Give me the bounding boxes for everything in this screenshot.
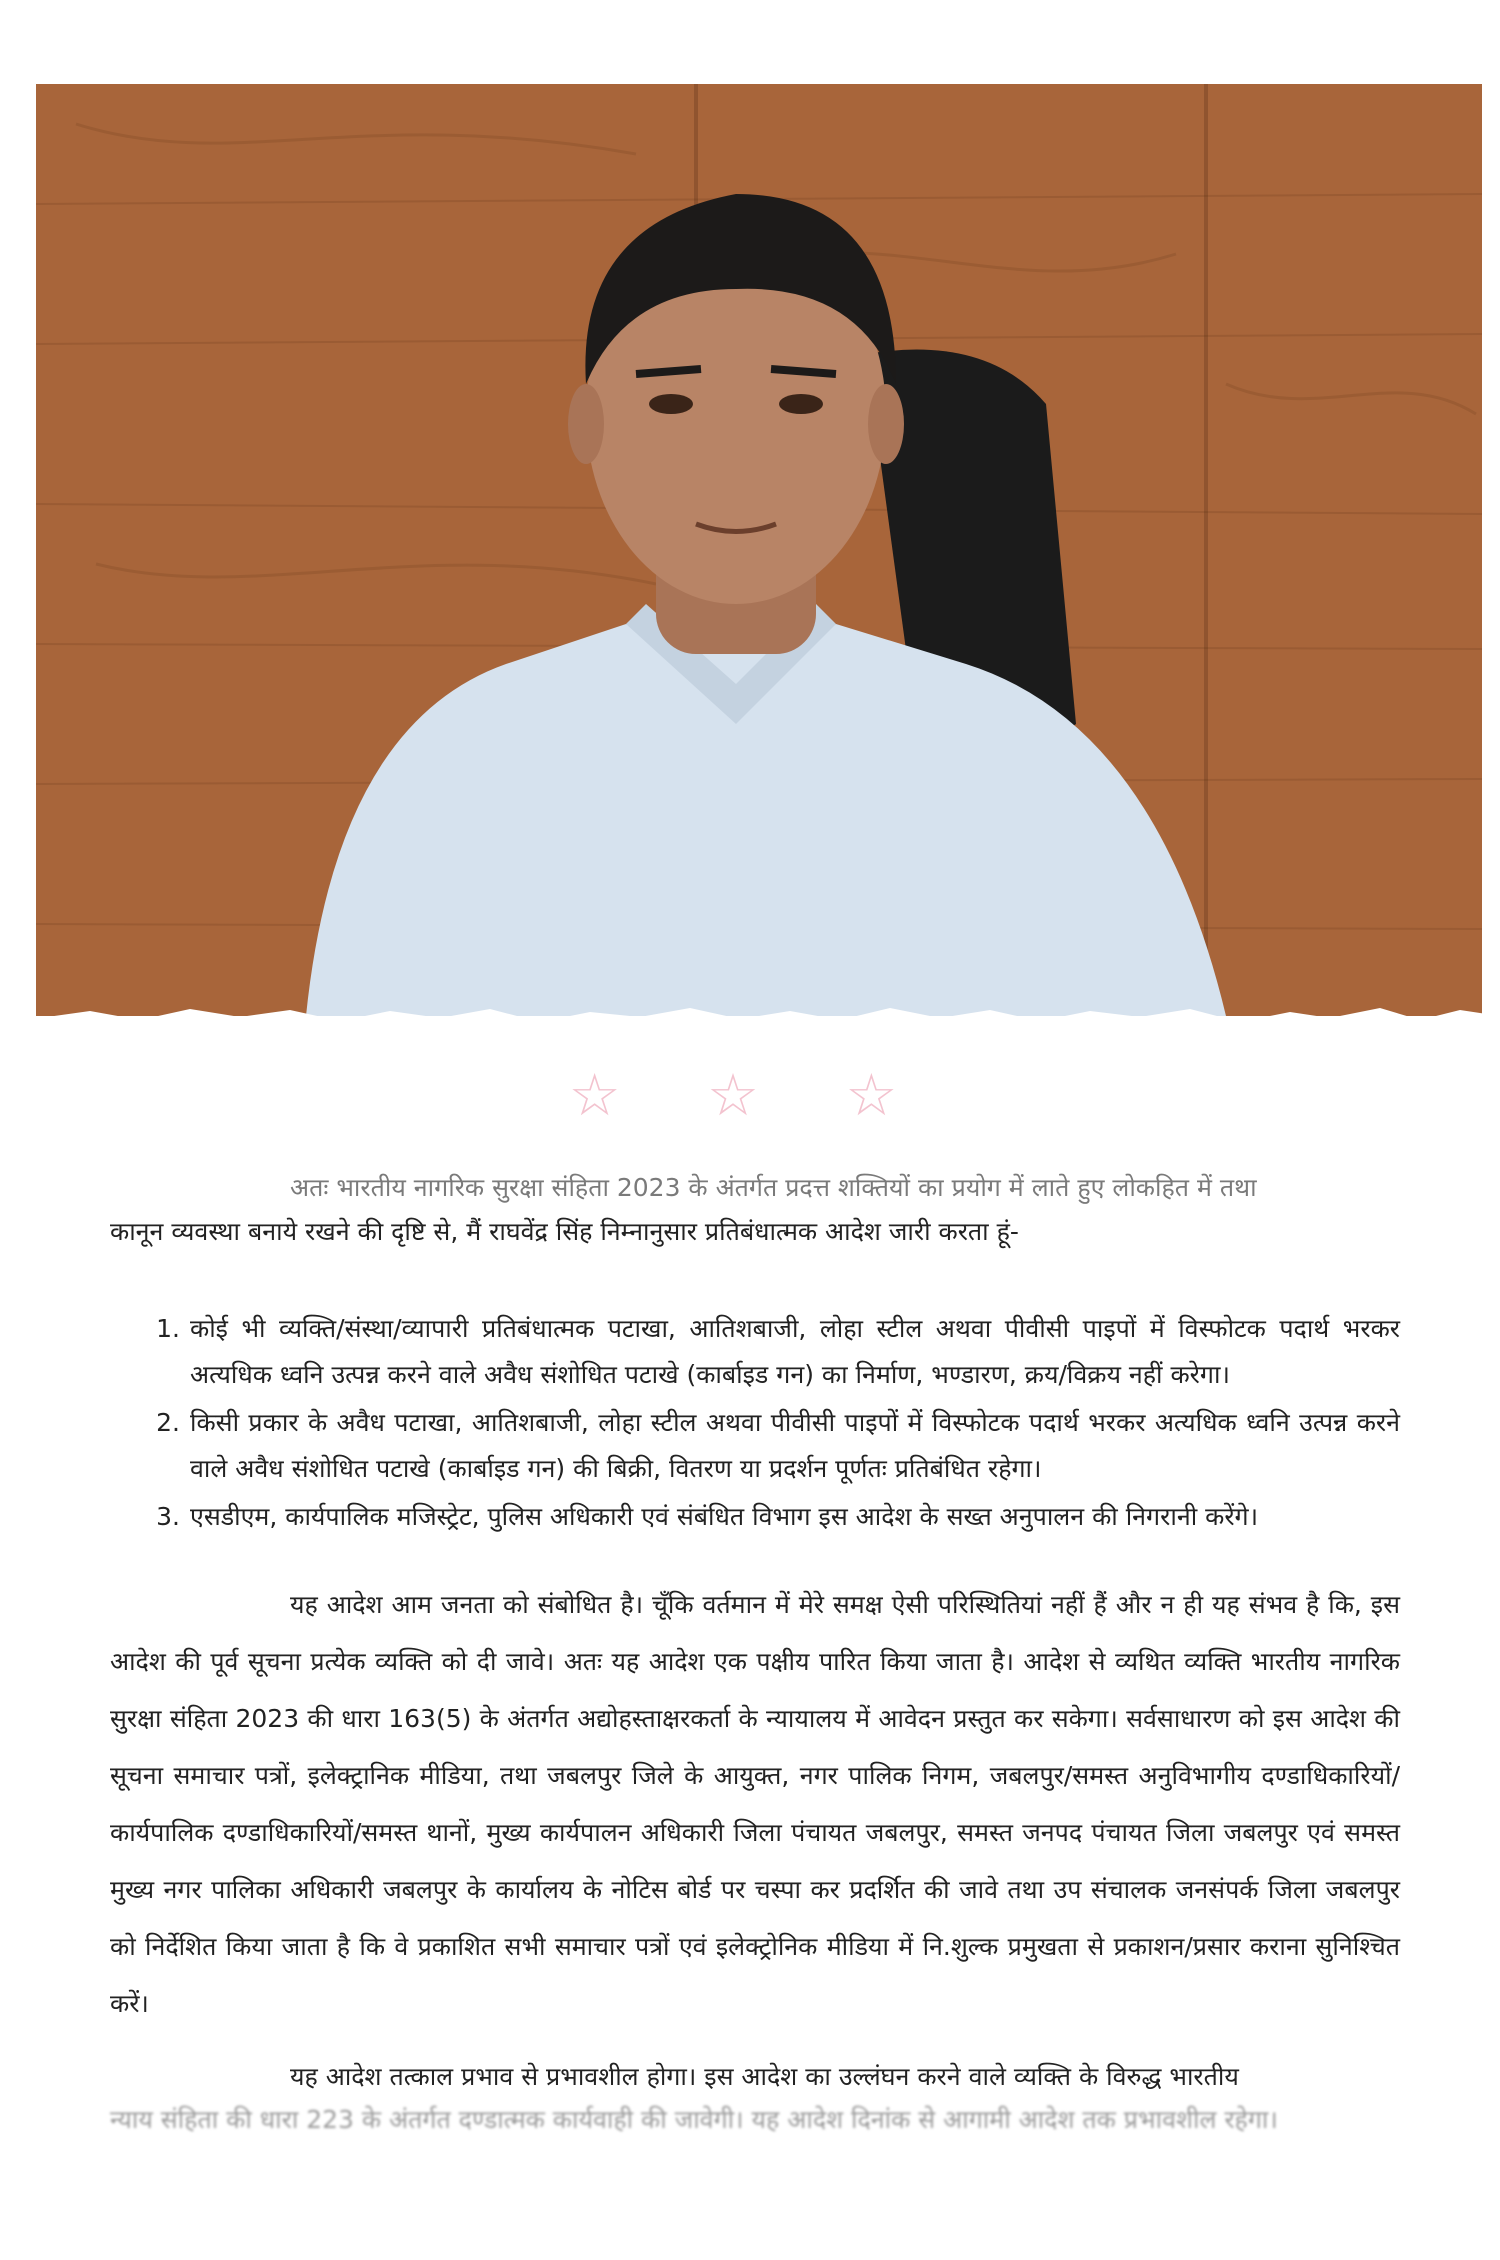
order-cut-off-line: न्याय संहिता की धारा 223 के अंतर्गत दण्डात्मक कार्यवाही की जावेगी। यह आदेश दिनांक से आगामी आदेश तक प्रभावशील रहेगा।: [110, 2105, 1278, 2134]
order-closing-line: यह आदेश तत्काल प्रभाव से प्रभावशील होगा। इस आदेश का उल्लंघन करने वाले व्यक्ति के विरुद्ध भारतीय: [290, 2062, 1239, 2091]
restriction-number: 1.: [156, 1314, 180, 1343]
order-body-paragraph: यह आदेश आम जनता को संबोधित है। चूँकि वर्तमान में मेरे समक्ष ऐसी परिस्थितियां नहीं हैं और न ही यह संभव है कि, इस आदेश की पूर्व सूचना प्रत्येक व्यक्ति को दी जावे। अतः यह आदेश एक पक्षीय पारित किया जाता है। आदेश से व्यथित व्यक्ति भारतीय नागरिक सुरक्षा संहिता 2023 की धारा 163(5) के अंतर्गत अद्योहस्ताक्षरकर्ता के न्यायालय में आवेदन प्रस्तुत कर सकेगा। सर्वसाधारण को इस आदेश की सूचना समाचार पत्रों, इलेक्ट्रानिक मीडिया, तथा जबलपुर जिले के आयुक्त, नगर पालिक निगम, जबलपुर/समस्त अनुविभागीय दण्डाधिकारियों/कार्यपालिक दण्डाधिकारियों/समस्त थानों, मुख्य कार्यपालन अधिकारी जिला पंचायत जबलपुर, समस्त जनपद पंचायत जिला जबलपुर एवं समस्त मुख्य नगर पालिका अधिकारी जबलपुर के कार्यालय के नोटिस बोर्ड पर चस्पा कर प्रदर्शित की जावे तथा उप संचालक जनसंपर्क जिला जबलपुर को निर्देशित किया जाता है कि वे प्रकाशित सभी समाचार पत्रों एवं इलेक्ट्रोनिक मीडिया में नि.शुल्क प्रमुखता से प्रकाशन/प्रसार कराना सुनिश्चित करें।: [110, 1590, 1400, 2018]
restriction-item-1: [110, 1306, 1400, 1398]
order-document: [110, 1166, 1400, 2140]
torn-edge-bottom: [0, 996, 1500, 1036]
order-intro-line-1: अतः भारतीय नागरिक सुरक्षा संहिता 2023 के अंतर्गत प्रदत्त शक्तियों का प्रयोग में लाते हुए लोकहित में तथा: [290, 1173, 1257, 1202]
restriction-list: [110, 1306, 1400, 1540]
restriction-number: 2.: [156, 1408, 180, 1437]
restriction-item-3: [110, 1494, 1400, 1540]
official-portrait-photo: [36, 84, 1482, 1016]
restriction-item-2: [110, 1400, 1400, 1492]
restriction-number: 3.: [156, 1502, 180, 1531]
restriction-text: किसी प्रकार के अवैध पटाखा, आतिशबाजी, लोहा स्टील अथवा पीवीसी पाइपों में विस्फोटक पदार्थ भरकर अत्यधिक ध्वनि उत्पन्न करने वाले अवैध संशोधित पटाखे (कार्बाइड गन) की बिक्री, वितरण या प्रदर्शन पूर्णतः प्रतिबंधित रहेगा।: [190, 1408, 1400, 1483]
restriction-text: कोई भी व्यक्ति/संस्था/व्यापारी प्रतिबंधात्मक पटाखा, आतिशबाजी, लोहा स्टील अथवा पीवीसी पाइपों में विस्फोटक पदार्थ भरकर अत्यधिक ध्वनि उत्पन्न करने वाले अवैध संशोधित पटाखे (कार्बाइड गन) का निर्माण, भण्डारण, क्रय/विक्रय नहीं करेगा।: [190, 1314, 1400, 1389]
restriction-text: एसडीएम, कार्यपालिक मजिस्ट्रेट, पुलिस अधिकारी एवं संबंधित विभाग इस आदेश के सख्त अनुपालन की निगरानी करेंगे।: [190, 1502, 1259, 1531]
order-intro-line-2: कानून व्यवस्था बनाये रखने की दृष्टि से, मैं राघवेंद्र सिंह निम्नानुसार प्रतिबंधात्मक आदेश जारी करता हूं-: [110, 1217, 1019, 1246]
decorative-stars: ☆ ☆ ☆: [568, 1061, 932, 1129]
